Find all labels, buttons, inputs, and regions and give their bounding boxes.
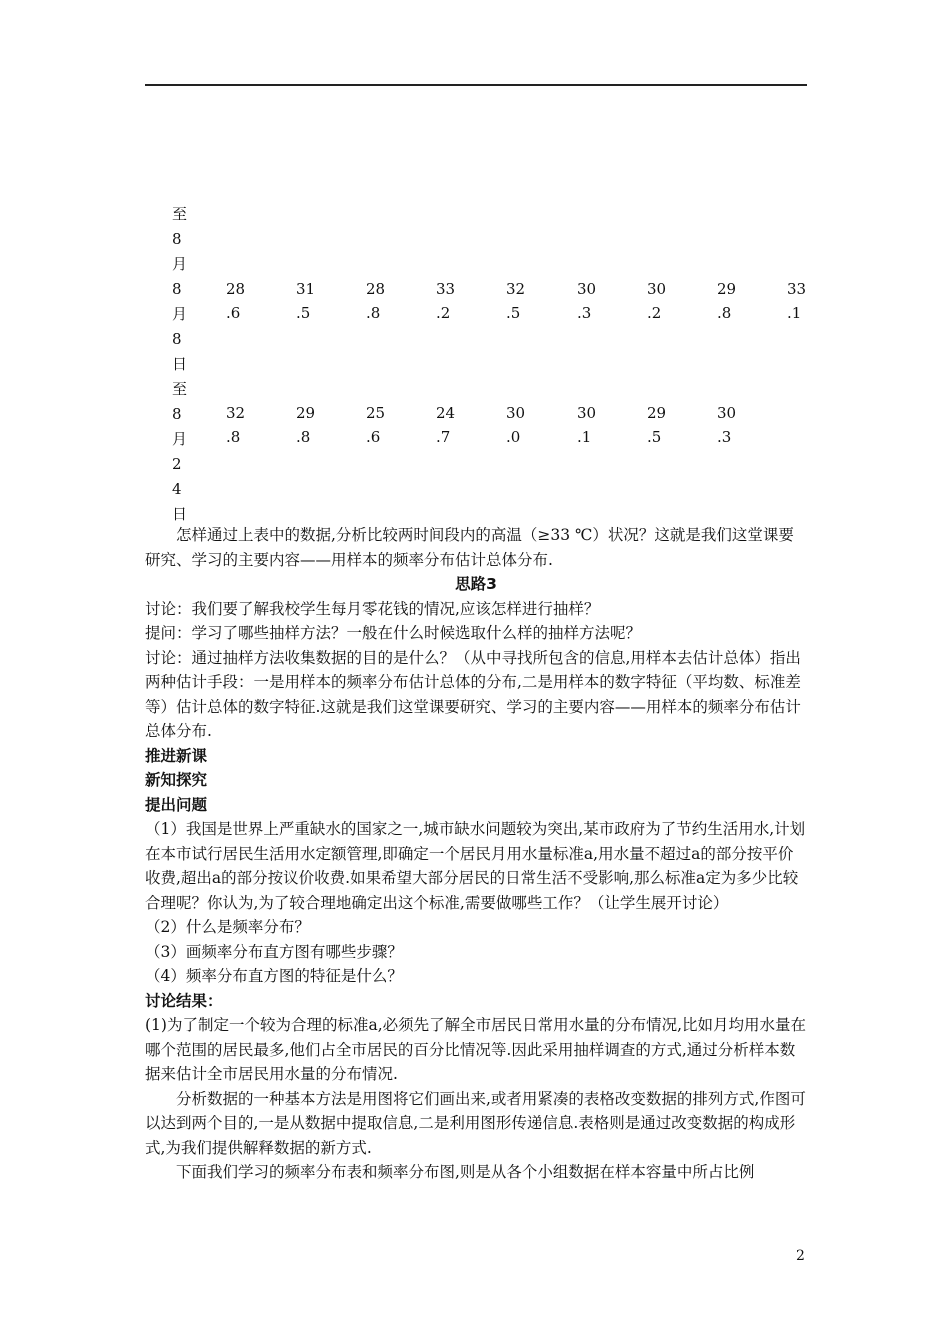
row-label-char: 月 (172, 255, 188, 273)
section-heading: 推进新课 (145, 746, 208, 765)
table-cell: .8 (366, 304, 381, 322)
table-cell: .5 (647, 428, 662, 446)
row-label-char: 月 (172, 305, 188, 323)
question-3: （3）画频率分布直方图有哪些步骤？ (145, 942, 403, 961)
table-cell: 30 (577, 280, 597, 298)
table-cell: .3 (717, 428, 732, 446)
section-heading: 讨论结果： (145, 991, 223, 1010)
row-label-char: 2 (172, 455, 182, 473)
discussion-paragraph: 讨论：我们要了解我校学生每月零花钱的情况,应该怎样进行抽样？ (145, 599, 600, 618)
discussion-paragraph: 讨论：通过抽样方法收集数据的目的是什么？（从中寻找所包含的信息,用样本去估计总体）指出两种估计手段：一是用样本的频率分布估计总体的分布,二是用样本的数字特征（平均数、标准差等）估计总体的数字特征.这就是我们这堂课要研究、学习的主要内容——用样本的频率分布估计总体分布. (145, 648, 801, 740)
question-paragraph: 提问：学习了哪些抽样方法？一般在什么时候选取什么样的抽样方法呢？ (145, 624, 642, 642)
document-body (145, 523, 807, 1185)
table-cell: .8 (717, 304, 732, 322)
table-cell: .6 (366, 428, 381, 446)
table-cell: 29 (647, 404, 667, 422)
intro-paragraph: 怎样通过上表中的数据,分析比较两时间段内的高温（≥33 ℃）状况？这就是我们这堂课要研究、学习的主要内容——用样本的频率分布估计总体分布. (145, 526, 794, 569)
question-4: （4）频率分布直方图的特征是什么？ (145, 967, 403, 985)
result-paragraph: (1)为了制定一个较为合理的标准a,必须先了解全市居民日常用水量的分布情况,比如月均用水量在哪个范围的居民最多,他们占全市居民的百分比情况等.因此采用抽样调查的方式,通过分析样本数据来估计全市居民用水量的分布情况. (145, 1016, 807, 1083)
table-cell: .6 (226, 304, 241, 322)
table-cell: 28 (226, 280, 246, 298)
table-cell: .7 (436, 428, 451, 446)
table-cell: .1 (577, 428, 592, 446)
table-cell: .2 (647, 304, 662, 322)
table-cell: 29 (717, 280, 737, 298)
page-number: 2 (796, 1248, 805, 1264)
row-label-char: 8 (172, 330, 182, 348)
table-cell: .8 (296, 428, 311, 446)
result-paragraph: 下面我们学习的频率分布表和频率分布图,则是从各个小组数据在样本容量中所占比例 (176, 1163, 755, 1181)
question-1: （1）我国是世界上严重缺水的国家之一,城市缺水问题较为突出,某市政府为了节约生活用水,计划在本市试行居民生活用水定额管理,即确定一个居民月用水量标准a,用水量不超过a的部分按平价收费,超出a的部分按议价收费.如果希望大部分居民的日常生活不受影响,那么标准a定为多少比较合理呢？你认为,为了较合理地确定出这个标准,需要做哪些工作？（让学生展开讨论） (145, 820, 806, 912)
table-cell: 28 (366, 280, 386, 298)
table-cell: 33 (787, 280, 807, 298)
table-cell: 30 (717, 404, 737, 422)
table-cell: .3 (577, 304, 592, 322)
table-cell: 30 (577, 404, 597, 422)
table-cell: 32 (506, 280, 526, 298)
section-heading: 新知探究 (145, 771, 208, 789)
table-cell: .0 (506, 428, 521, 446)
row-label-char: 至 (172, 380, 188, 398)
table-cell: .2 (436, 304, 451, 322)
table-cell: .5 (296, 304, 311, 322)
heading-silu3: 思路3 (455, 575, 497, 593)
table-cell: 32 (226, 404, 246, 422)
table-cell: 25 (366, 404, 386, 422)
question-2: （2）什么是频率分布？ (145, 918, 310, 936)
result-paragraph: 分析数据的一种基本方法是用图将它们画出来,或者用紧凑的表格改变数据的排列方式,作图可以达到两个目的,一是从数据中提取信息,二是利用图形传递信息.表格则是通过改变数据的构成形式,为我们提供解释数据的新方式. (145, 1089, 806, 1157)
table-row-label-column (172, 202, 192, 527)
table-cell: 33 (436, 280, 456, 298)
row-label-char: 4 (172, 480, 182, 498)
table-cell: .1 (787, 304, 802, 322)
table-cell: .5 (506, 304, 521, 322)
table-cell: 24 (436, 404, 456, 422)
table-cell: 30 (647, 280, 667, 298)
row-label-char: 月 (172, 430, 188, 448)
row-label-char: 8 (172, 405, 182, 423)
table-cell: .8 (226, 428, 241, 446)
row-label-char: 日 (172, 355, 188, 373)
table-cell: 31 (296, 280, 316, 298)
row-label-char: 至 (172, 205, 188, 223)
header-rule (145, 84, 807, 86)
row-label-char: 8 (172, 280, 182, 298)
table-cell: 29 (296, 404, 316, 422)
row-label-char: 日 (172, 505, 188, 523)
table-cell: 30 (506, 404, 526, 422)
section-heading: 提出问题 (145, 795, 208, 814)
row-label-char: 8 (172, 230, 182, 248)
